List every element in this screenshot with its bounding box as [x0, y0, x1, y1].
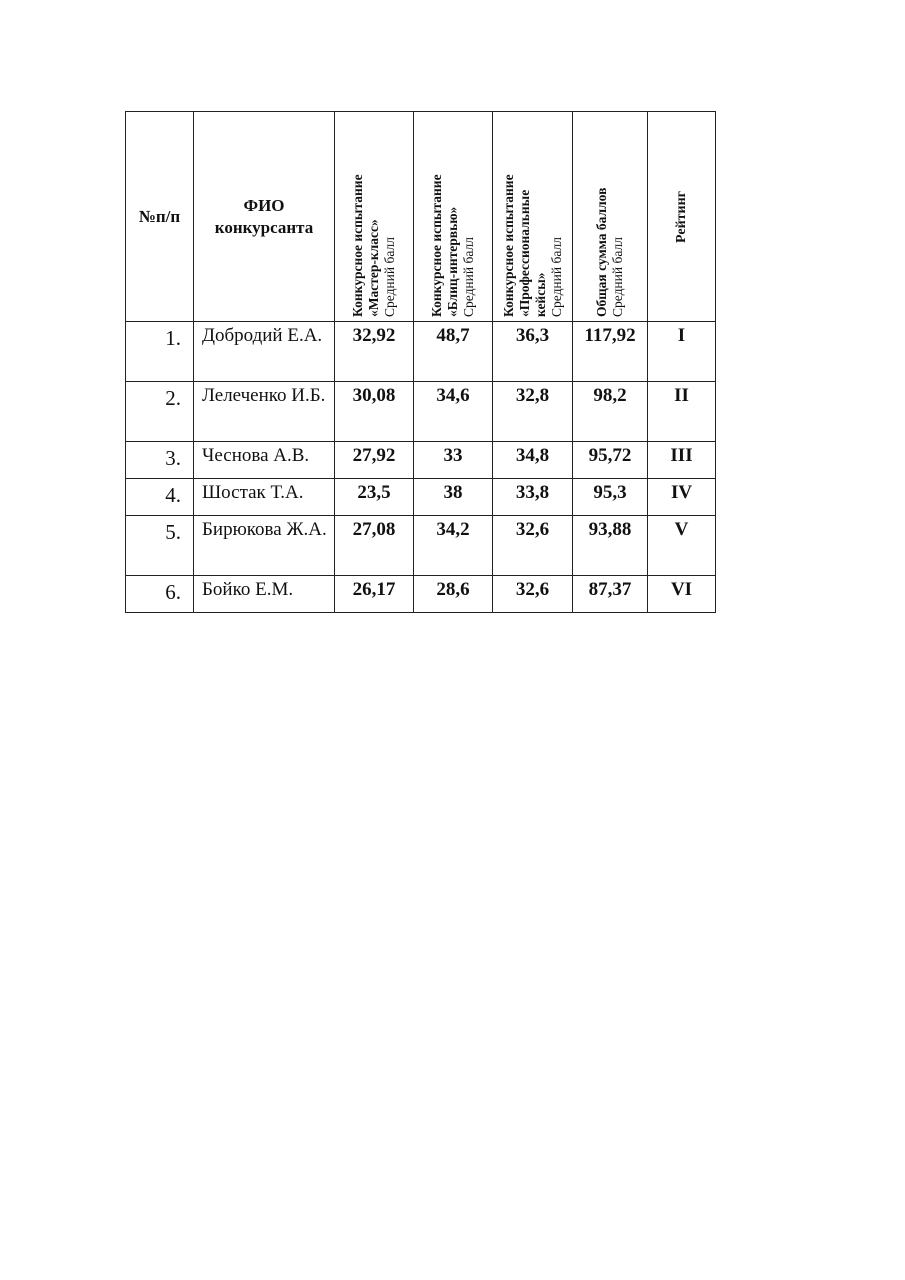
- table-row: [126, 322, 716, 382]
- header-blitz-interview: [414, 112, 493, 322]
- header-total-score-line1: Общая сумма баллов: [594, 187, 609, 317]
- row-name: Добродий Е.А.: [194, 322, 335, 382]
- header-rating: [648, 112, 716, 322]
- row-total-score: 98,2: [573, 382, 648, 442]
- row-rating: V: [648, 516, 716, 576]
- row-rating: III: [648, 442, 716, 479]
- row-name: Бирюкова Ж.А.: [194, 516, 335, 576]
- header-professional-cases-line3: кейсы»: [532, 272, 548, 317]
- header-professional-cases-line2: «Профессиональные: [516, 189, 532, 317]
- table-row: [126, 382, 716, 442]
- row-master-class-score: 23,5: [335, 479, 414, 516]
- header-total-score: [573, 112, 648, 322]
- table-row: [126, 479, 716, 516]
- header-master-class-line2: «Мастер-класс»: [366, 218, 381, 317]
- row-rating: VI: [648, 576, 716, 613]
- header-blitz-interview-line3: Средний балл: [461, 236, 476, 317]
- row-master-class-score: 26,17: [335, 576, 414, 613]
- table-header-row: [126, 112, 716, 322]
- row-name: Лелеченко И.Б.: [194, 382, 335, 442]
- table-row: [126, 576, 716, 613]
- row-rating: IV: [648, 479, 716, 516]
- header-rating-label: Рейтинг: [673, 190, 689, 243]
- row-number: 6.: [126, 576, 194, 613]
- row-total-score: 93,88: [573, 516, 648, 576]
- row-number: 5.: [126, 516, 194, 576]
- row-number: 3.: [126, 442, 194, 479]
- row-number: 2.: [126, 382, 194, 442]
- row-blitz-interview-score: 34,2: [414, 516, 493, 576]
- row-name: Шостак Т.А.: [194, 479, 335, 516]
- header-master-class: [335, 112, 414, 322]
- row-professional-cases-score: 36,3: [493, 322, 573, 382]
- header-fio-line1: ФИО: [243, 195, 285, 215]
- row-blitz-interview-score: 48,7: [414, 322, 493, 382]
- row-total-score: 87,37: [573, 576, 648, 613]
- row-professional-cases-score: 32,8: [493, 382, 573, 442]
- row-rating: I: [648, 322, 716, 382]
- header-master-class-line1: Конкурсное испытание: [350, 173, 365, 317]
- row-total-score: 117,92: [573, 322, 648, 382]
- header-number: [126, 112, 194, 322]
- header-number-label: №п/п: [138, 206, 181, 226]
- row-master-class-score: 27,08: [335, 516, 414, 576]
- header-blitz-interview-line1: Конкурсное испытание: [429, 173, 444, 317]
- row-professional-cases-score: 32,6: [493, 516, 573, 576]
- header-total-score-line2: Средний балл: [610, 236, 625, 317]
- row-master-class-score: 27,92: [335, 442, 414, 479]
- row-number: 1.: [126, 322, 194, 382]
- row-total-score: 95,72: [573, 442, 648, 479]
- header-professional-cases-line4: Средний балл: [548, 236, 564, 317]
- header-fio: [194, 112, 335, 322]
- header-professional-cases: [493, 112, 573, 322]
- row-blitz-interview-score: 34,6: [414, 382, 493, 442]
- row-name: Бойко Е.М.: [194, 576, 335, 613]
- table-row: [126, 516, 716, 576]
- row-rating: II: [648, 382, 716, 442]
- row-professional-cases-score: 34,8: [493, 442, 573, 479]
- header-blitz-interview-line2: «Блиц-интервью»: [445, 206, 460, 317]
- header-professional-cases-line1: Конкурсное испытание: [500, 173, 516, 317]
- table-row: [126, 442, 716, 479]
- header-master-class-line3: Средний балл: [382, 236, 397, 317]
- row-total-score: 95,3: [573, 479, 648, 516]
- row-name: Чеснова А.В.: [194, 442, 335, 479]
- row-professional-cases-score: 33,8: [493, 479, 573, 516]
- header-fio-line2: конкурсанта: [214, 217, 314, 237]
- row-professional-cases-score: 32,6: [493, 576, 573, 613]
- row-blitz-interview-score: 38: [414, 479, 493, 516]
- results-table: [125, 111, 716, 613]
- row-blitz-interview-score: 33: [414, 442, 493, 479]
- row-master-class-score: 32,92: [335, 322, 414, 382]
- row-blitz-interview-score: 28,6: [414, 576, 493, 613]
- row-master-class-score: 30,08: [335, 382, 414, 442]
- row-number: 4.: [126, 479, 194, 516]
